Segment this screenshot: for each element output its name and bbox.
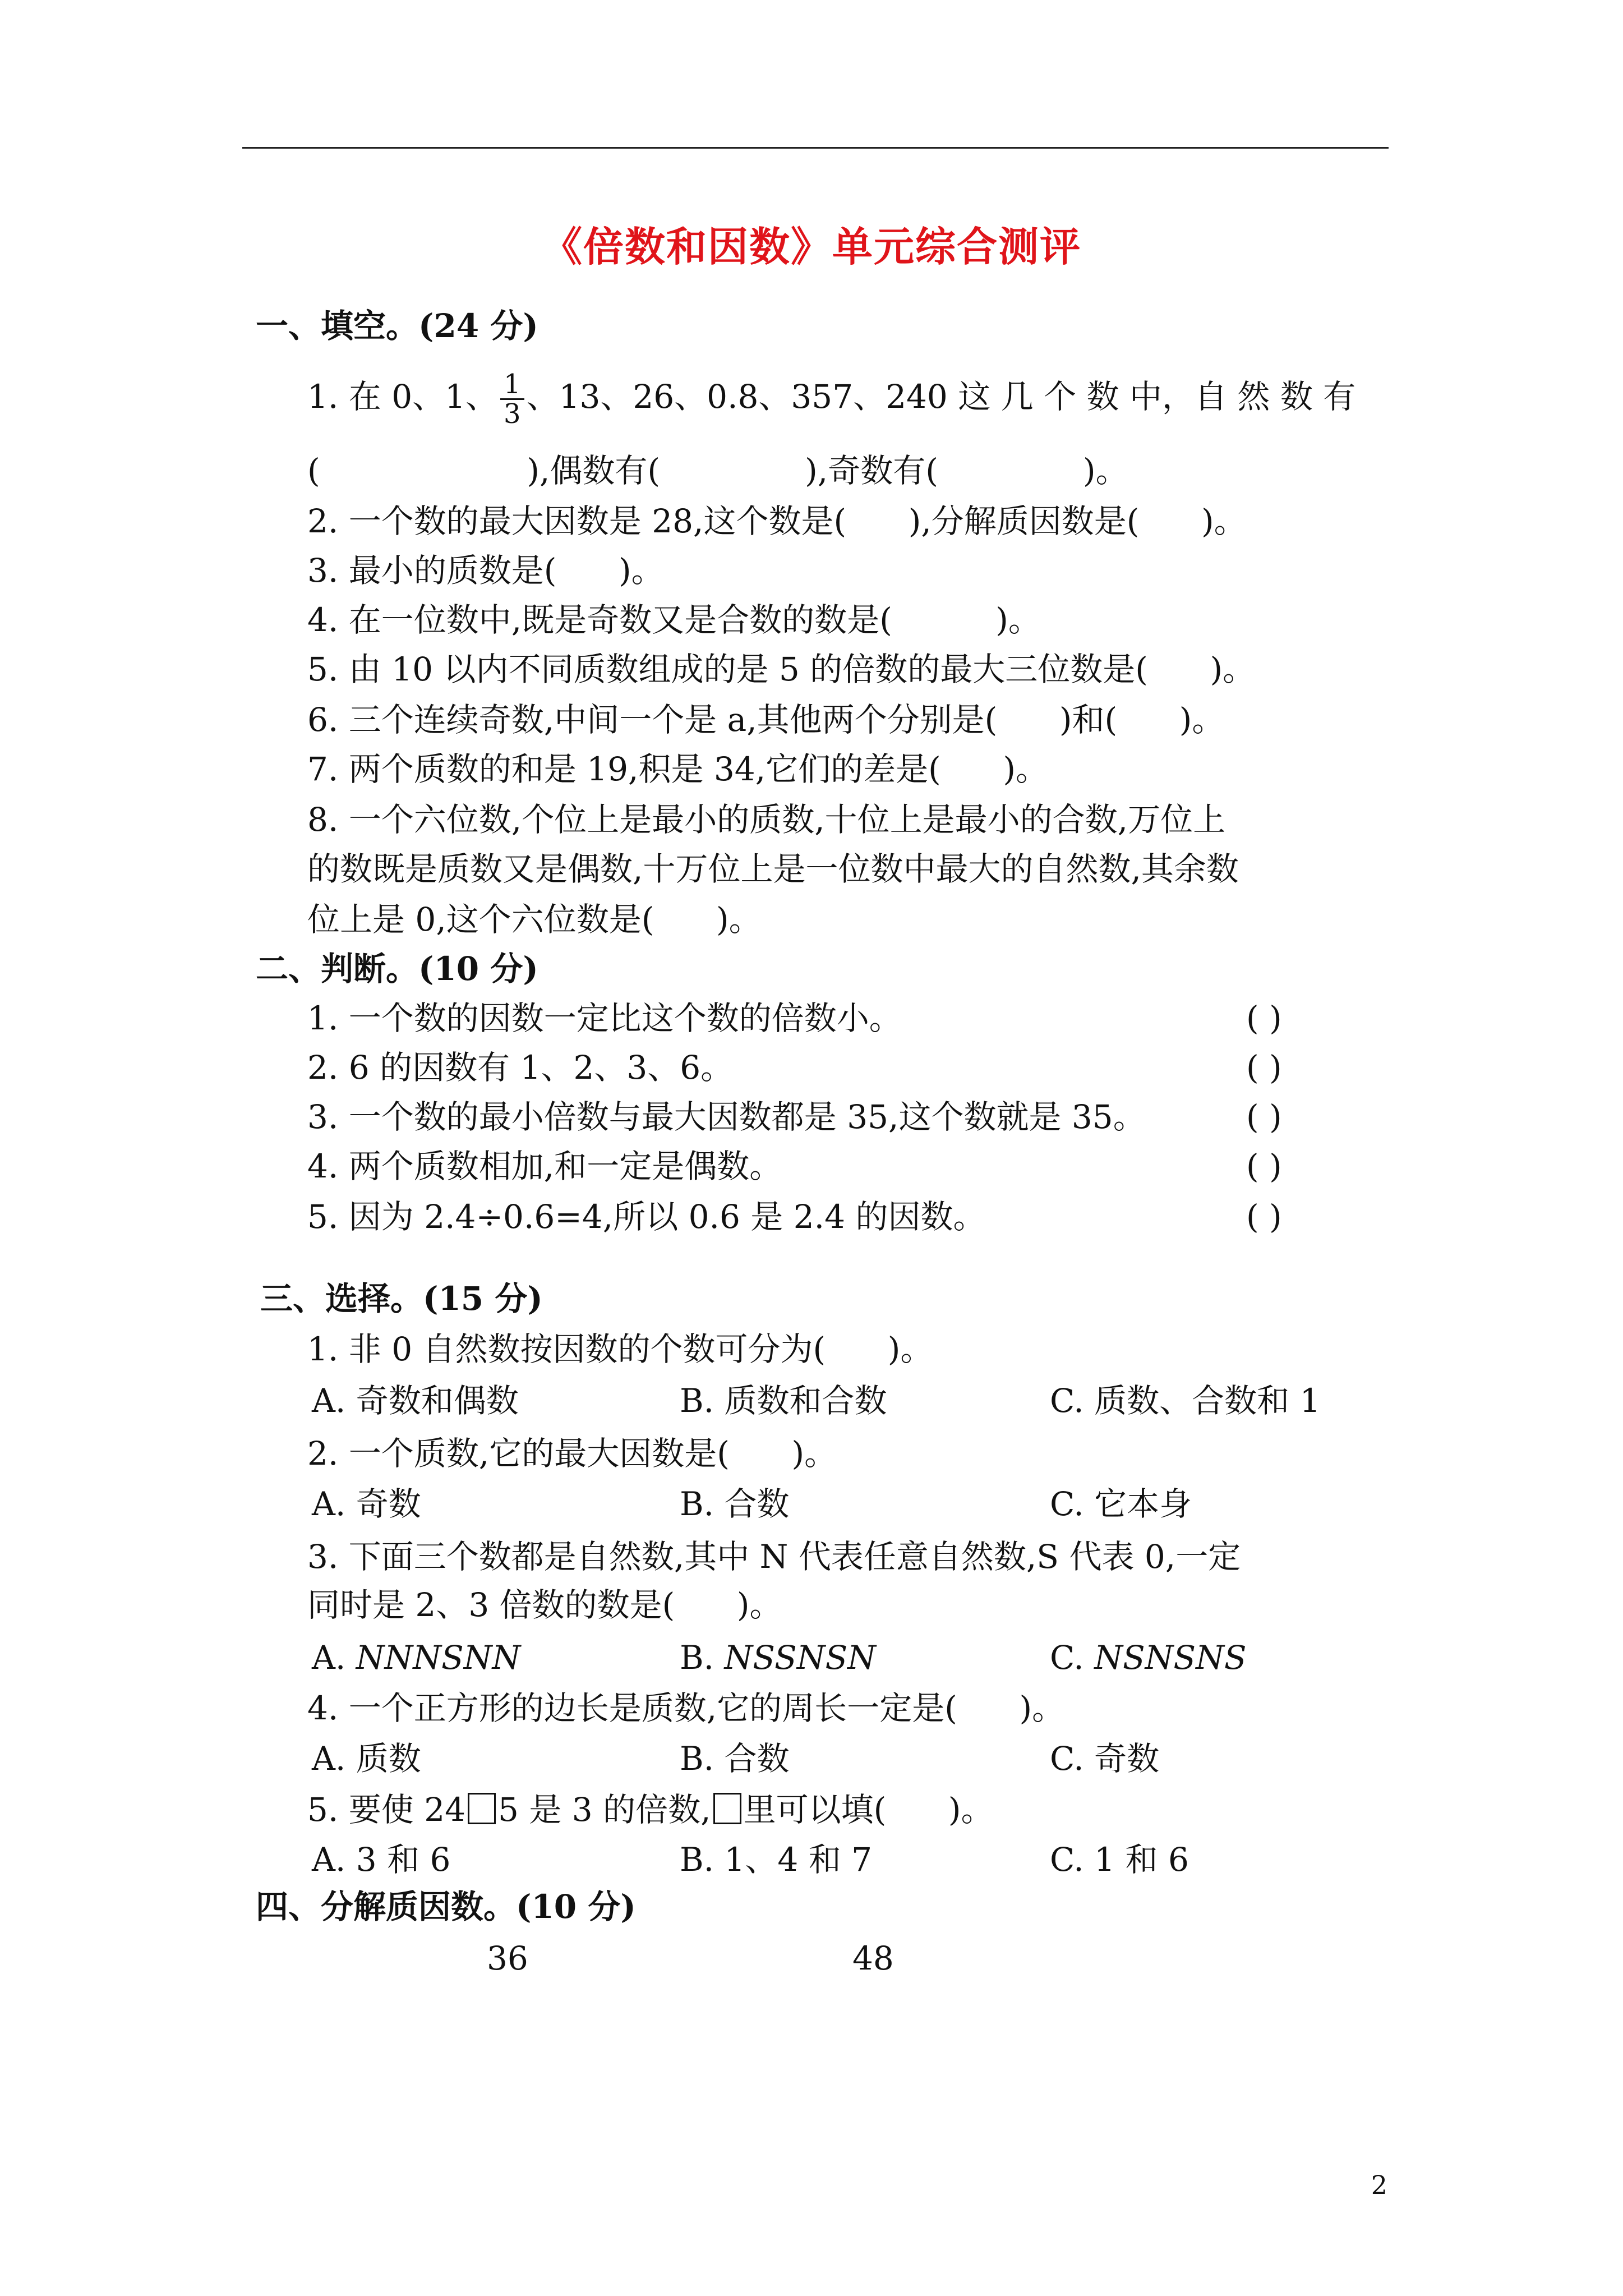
s2-q1-answer-paren[interactable]: ( ) bbox=[1246, 999, 1282, 1037]
s3-q2: 2. 一个质数,它的最大因数是( )。 bbox=[307, 1434, 837, 1473]
s3-q2-option-a[interactable]: A. 奇数 bbox=[312, 1485, 421, 1523]
s3-q2-option-b[interactable]: B. 合数 bbox=[680, 1485, 790, 1523]
s2-q1: 1. 一个数的因数一定比这个数的倍数小。 bbox=[307, 999, 902, 1037]
s2-q5: 5. 因为 2.4÷0.6=4,所以 0.6 是 2.4 的因数。 bbox=[307, 1198, 986, 1236]
s3-q3-option-b[interactable]: B. NSSNSN bbox=[680, 1639, 876, 1677]
page-number: 2 bbox=[1371, 2170, 1387, 2200]
s3-q4: 4. 一个正方形的边长是质数,它的周长一定是( )。 bbox=[307, 1689, 1065, 1727]
s2-q4-answer-paren[interactable]: ( ) bbox=[1246, 1147, 1282, 1185]
s3-q4-option-c[interactable]: C. 奇数 bbox=[1050, 1740, 1160, 1778]
s3-q4-option-a[interactable]: A. 质数 bbox=[312, 1740, 421, 1778]
s1-q5: 5. 由 10 以内不同质数组成的是 5 的倍数的最大三位数是( )。 bbox=[307, 650, 1256, 688]
section-2-heading: 二、判断。(10 分) bbox=[256, 950, 538, 988]
s2-q2-answer-paren[interactable]: ( ) bbox=[1246, 1048, 1282, 1087]
s1-q4: 4. 在一位数中,既是奇数又是合数的数是( )。 bbox=[307, 601, 1041, 639]
section-4-heading: 四、分解质因数。(10 分) bbox=[256, 1888, 636, 1926]
s1-q1-line2: ( ),偶数有( ),奇数有( )。 bbox=[307, 452, 1128, 490]
s3-q3-line1: 3. 下面三个数都是自然数,其中 N 代表任意自然数,S 代表 0,一定 bbox=[307, 1538, 1241, 1576]
s3-q1-option-a[interactable]: A. 奇数和偶数 bbox=[312, 1382, 519, 1420]
page-title: 《倍数和因数》单元综合测评 bbox=[541, 223, 1081, 270]
s1-q8-line3: 位上是 0,这个六位数是( )。 bbox=[307, 900, 762, 938]
s2-q5-answer-paren[interactable]: ( ) bbox=[1246, 1198, 1282, 1236]
s3-q4-option-b[interactable]: B. 合数 bbox=[680, 1740, 790, 1778]
s3-q5: 5. 要使 24 5 是 3 的倍数, 里可以填( )。 bbox=[307, 1791, 994, 1829]
fraction-one-third: $\frac{1}{3}$ bbox=[500, 370, 524, 429]
factor-number-48: 48 bbox=[852, 1939, 894, 1977]
blank-box bbox=[468, 1793, 496, 1824]
s2-q2: 2. 6 的因数有 1、2、3、6。 bbox=[307, 1048, 734, 1087]
section-3-heading: 三、选择。(15 分) bbox=[260, 1280, 543, 1318]
s3-q1-option-c[interactable]: C. 质数、合数和 1 bbox=[1050, 1382, 1321, 1420]
s1-q2: 2. 一个数的最大因数是 28,这个数是( ),分解质因数是( )。 bbox=[307, 502, 1247, 540]
s1-q3: 3. 最小的质数是( )。 bbox=[307, 551, 664, 590]
s3-q5-option-c[interactable]: C. 1 和 6 bbox=[1050, 1841, 1189, 1879]
section-1-heading: 一、填空。(24 分) bbox=[256, 307, 538, 345]
s3-q3-option-a[interactable]: A. NNNSNN bbox=[312, 1639, 521, 1677]
s3-q2-option-c[interactable]: C. 它本身 bbox=[1050, 1485, 1192, 1523]
s1-q8-line2: 的数既是质数又是偶数,十万位上是一位数中最大的自然数,其余数 bbox=[307, 850, 1239, 888]
s2-q3: 3. 一个数的最小倍数与最大因数都是 35,这个数就是 35。 bbox=[307, 1098, 1146, 1136]
s3-q3-line2: 同时是 2、3 倍数的数是( )。 bbox=[307, 1586, 782, 1624]
s3-q1-option-b[interactable]: B. 质数和合数 bbox=[680, 1382, 887, 1420]
s3-q5-option-b[interactable]: B. 1、4 和 7 bbox=[680, 1841, 873, 1879]
s3-q5-option-a[interactable]: A. 3 和 6 bbox=[312, 1841, 451, 1879]
header-rule bbox=[242, 147, 1389, 149]
s3-q3-option-c[interactable]: C. NSNSNS bbox=[1050, 1639, 1247, 1677]
factor-number-36: 36 bbox=[487, 1939, 528, 1977]
s2-q4: 4. 两个质数相加,和一定是偶数。 bbox=[307, 1147, 782, 1185]
s1-q1-line1: 1. 在 0、1、 $\frac{1}{3}$ 、13、26、0.8、357、240 这 几 个 数 中，自 然 数 有 bbox=[307, 369, 1356, 430]
s1-q7: 7. 两个质数的和是 19,积是 34,它们的差是( )。 bbox=[307, 750, 1049, 788]
s1-q6: 6. 三个连续奇数,中间一个是 a,其他两个分别是( )和( )。 bbox=[307, 701, 1225, 739]
blank-box bbox=[713, 1793, 741, 1824]
s3-q1: 1. 非 0 自然数按因数的个数可分为( )。 bbox=[307, 1330, 933, 1368]
s2-q3-answer-paren[interactable]: ( ) bbox=[1246, 1098, 1282, 1136]
s1-q8-line1: 8. 一个六位数,个位上是最小的质数,十位上是最小的合数,万位上 bbox=[307, 800, 1226, 839]
